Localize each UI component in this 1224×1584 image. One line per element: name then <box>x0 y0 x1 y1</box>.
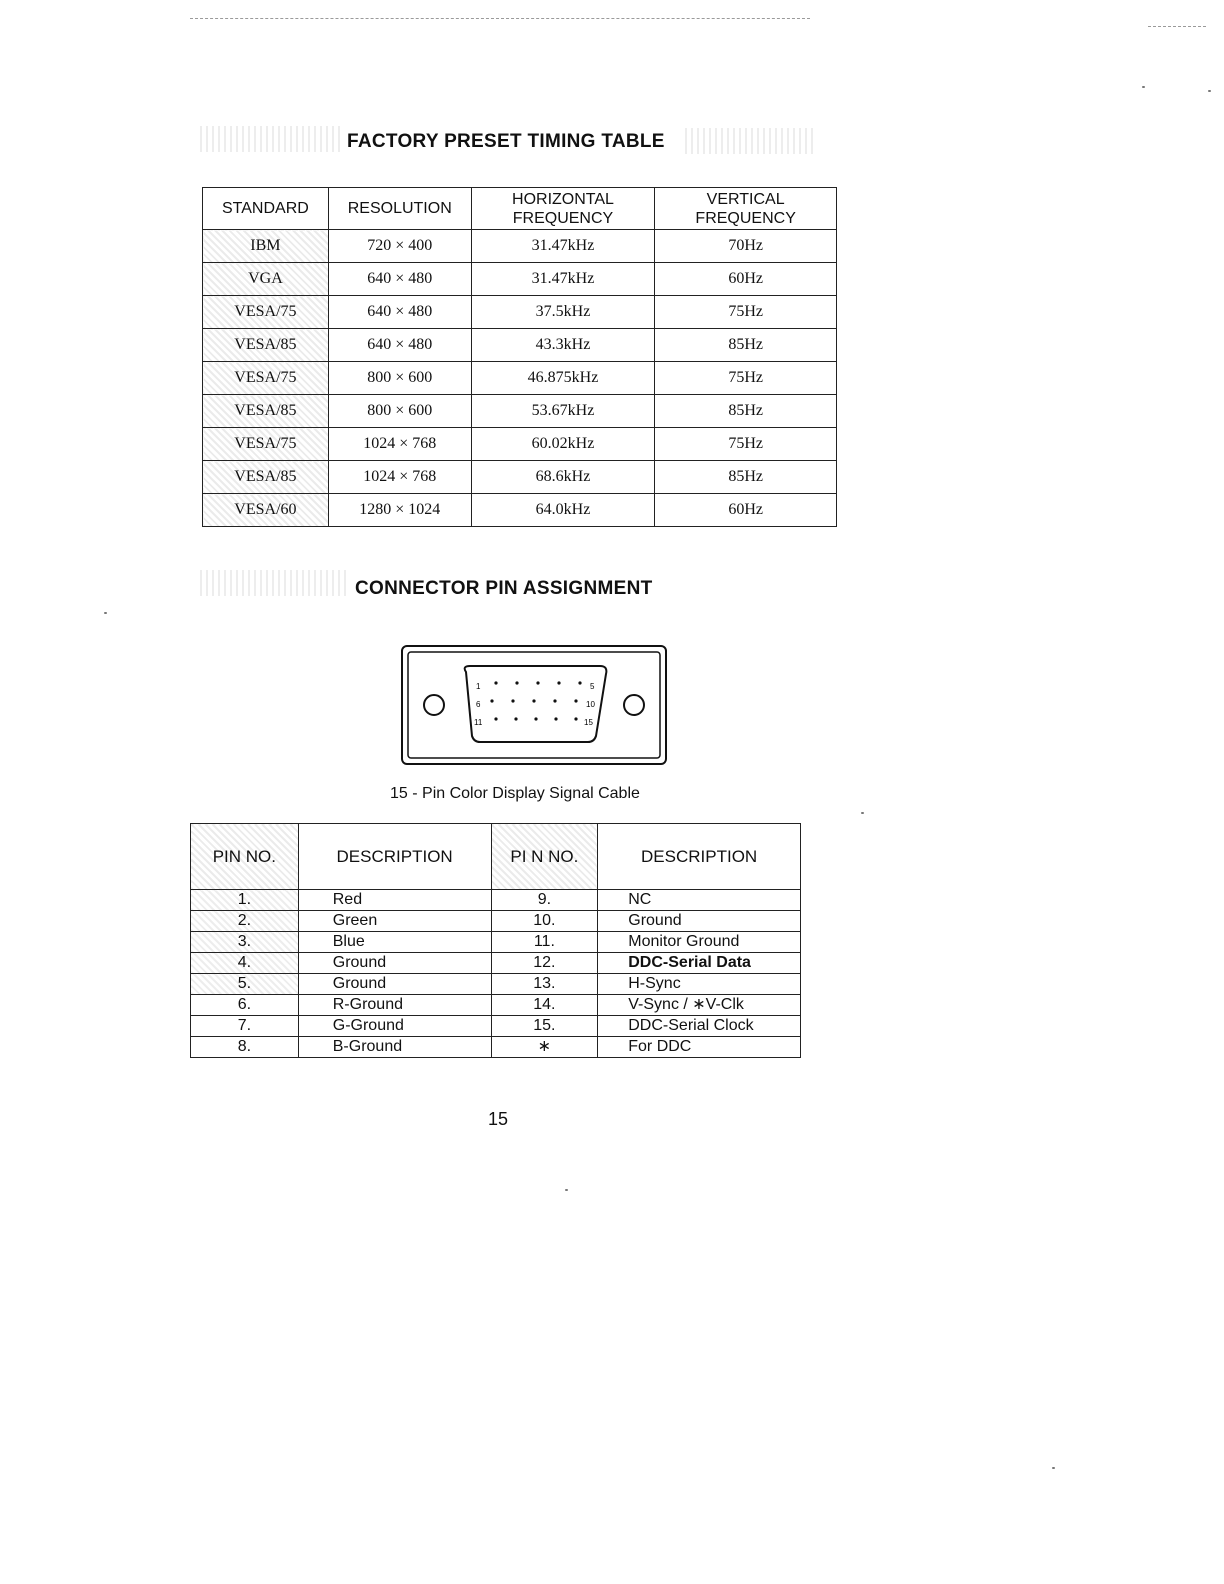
horizontal-cell: 53.67kHz <box>471 395 655 428</box>
pin-label-10: 10 <box>586 700 595 709</box>
title-scan-smudge <box>200 570 350 596</box>
header-horizontal-frequency <box>471 188 655 230</box>
scan-speck <box>565 1189 568 1191</box>
pin-number-left: 3. <box>191 932 299 953</box>
standard-cell: VESA/60 <box>203 494 329 527</box>
resolution-cell: 720 × 400 <box>328 230 471 263</box>
scan-speck <box>861 812 864 814</box>
pin-dot <box>574 699 577 702</box>
pin-number-right: 14. <box>491 995 598 1016</box>
header-pin-no-right: PI N NO. <box>491 824 598 890</box>
timing-table <box>202 187 837 527</box>
vertical-cell: 60Hz <box>655 494 837 527</box>
pin-number-left: 8. <box>191 1037 299 1058</box>
horizontal-cell: 37.5kHz <box>471 296 655 329</box>
scan-speck <box>1208 90 1211 92</box>
standard-cell: VESA/85 <box>203 461 329 494</box>
table-row <box>203 494 837 527</box>
right-mounting-hole <box>624 695 644 715</box>
pin-description-right: DDC-Serial Clock <box>598 1016 801 1037</box>
header-vertical-frequency <box>655 188 837 230</box>
header-vertical-line2: FREQUENCY <box>695 209 796 227</box>
pin-number-left: 1. <box>191 890 299 911</box>
horizontal-cell: 46.875kHz <box>471 362 655 395</box>
table-row <box>191 953 801 974</box>
connector-section-title: CONNECTOR PIN ASSIGNMENT <box>355 578 653 599</box>
pin-dot <box>534 717 537 720</box>
pin-dot <box>511 699 514 702</box>
pin-assignment-table <box>190 823 801 1058</box>
resolution-cell: 640 × 480 <box>328 263 471 296</box>
pin-dot <box>536 681 539 684</box>
pin-number-right: 15. <box>491 1016 598 1037</box>
table-row <box>203 329 837 362</box>
header-description-right: DESCRIPTION <box>598 824 801 890</box>
standard-cell: IBM <box>203 230 329 263</box>
pin-number-right: ∗ <box>491 1037 598 1058</box>
pin-label-5: 5 <box>590 682 595 691</box>
horizontal-cell: 68.6kHz <box>471 461 655 494</box>
pin-dot <box>557 681 560 684</box>
title-scan-smudge <box>685 128 815 154</box>
standard-cell: VESA/75 <box>203 428 329 461</box>
left-mounting-hole <box>424 695 444 715</box>
pin-dot <box>514 717 517 720</box>
pin-label-15: 15 <box>584 718 593 727</box>
table-row <box>203 362 837 395</box>
pin-dots <box>490 681 581 720</box>
horizontal-cell: 43.3kHz <box>471 329 655 362</box>
standard-cell: VGA <box>203 263 329 296</box>
resolution-cell: 1024 × 768 <box>328 461 471 494</box>
pin-dot <box>578 681 581 684</box>
vertical-cell: 75Hz <box>655 362 837 395</box>
vertical-cell: 75Hz <box>655 296 837 329</box>
vertical-cell: 85Hz <box>655 329 837 362</box>
resolution-cell: 1024 × 768 <box>328 428 471 461</box>
table-row <box>203 263 837 296</box>
vertical-cell: 60Hz <box>655 263 837 296</box>
resolution-cell: 640 × 480 <box>328 296 471 329</box>
pin-number-right: 12. <box>491 953 598 974</box>
pin-description-left: Red <box>298 890 491 911</box>
pin-description-left: B-Ground <box>298 1037 491 1058</box>
table-row <box>191 911 801 932</box>
scan-artifact-corner-line <box>1148 26 1206 27</box>
pin-description-left: Ground <box>298 953 491 974</box>
header-horizontal-line2: FREQUENCY <box>512 209 614 227</box>
table-row <box>203 230 837 263</box>
scan-artifact-top-line <box>190 18 810 19</box>
pin-dot <box>494 717 497 720</box>
title-scan-smudge <box>200 126 340 152</box>
pin-label-6: 6 <box>476 700 481 709</box>
resolution-cell: 1280 × 1024 <box>328 494 471 527</box>
table-row <box>203 428 837 461</box>
horizontal-cell: 31.47kHz <box>471 230 655 263</box>
pin-description-right: Monitor Ground <box>598 932 801 953</box>
table-row <box>203 461 837 494</box>
connector-outer-frame <box>402 646 666 764</box>
table-row <box>191 995 801 1016</box>
pin-label-11: 11 <box>474 718 483 727</box>
pin-description-right: DDC-Serial Data <box>598 953 801 974</box>
table-row <box>191 1016 801 1037</box>
scan-speck <box>1052 1467 1055 1469</box>
pin-number-left: 4. <box>191 953 299 974</box>
table-row <box>191 890 801 911</box>
vga-connector-diagram <box>400 644 670 768</box>
table-row <box>191 974 801 995</box>
table-row <box>203 395 837 428</box>
pin-description-left: Green <box>298 911 491 932</box>
pin-dot <box>515 681 518 684</box>
connector-caption: 15 - Pin Color Display Signal Cable <box>390 785 640 802</box>
standard-cell: VESA/75 <box>203 362 329 395</box>
pin-dot <box>490 699 493 702</box>
header-standard: STANDARD <box>203 188 329 230</box>
pin-number-right: 13. <box>491 974 598 995</box>
resolution-cell: 800 × 600 <box>328 362 471 395</box>
pin-number-left: 2. <box>191 911 299 932</box>
pin-dot <box>574 717 577 720</box>
pin-number-left: 7. <box>191 1016 299 1037</box>
pin-description-right: NC <box>598 890 801 911</box>
standard-cell: VESA/75 <box>203 296 329 329</box>
horizontal-cell: 64.0kHz <box>471 494 655 527</box>
table-row <box>203 296 837 329</box>
scan-speck <box>1142 86 1145 88</box>
pin-table-header-row <box>191 824 801 890</box>
resolution-cell: 640 × 480 <box>328 329 471 362</box>
horizontal-cell: 60.02kHz <box>471 428 655 461</box>
pin-description-right: For DDC <box>598 1037 801 1058</box>
header-pin-no-left: PIN NO. <box>191 824 299 890</box>
table-row <box>191 1037 801 1058</box>
vertical-cell: 85Hz <box>655 395 837 428</box>
pin-number-left: 6. <box>191 995 299 1016</box>
pin-description-left: G-Ground <box>298 1016 491 1037</box>
pin-description-left: Ground <box>298 974 491 995</box>
pin-label-1: 1 <box>476 682 481 691</box>
timing-table-header-row <box>203 188 837 230</box>
resolution-cell: 800 × 600 <box>328 395 471 428</box>
timing-table-title: FACTORY PRESET TIMING TABLE <box>347 131 665 152</box>
horizontal-cell: 31.47kHz <box>471 263 655 296</box>
vertical-cell: 70Hz <box>655 230 837 263</box>
pin-number-right: 9. <box>491 890 598 911</box>
vertical-cell: 85Hz <box>655 461 837 494</box>
pin-number-left: 5. <box>191 974 299 995</box>
header-horizontal-line1: HORIZONTAL <box>512 190 614 208</box>
pin-description-left: R-Ground <box>298 995 491 1016</box>
table-row <box>191 932 801 953</box>
scan-speck <box>104 612 107 614</box>
pin-description-left: Blue <box>298 932 491 953</box>
standard-cell: VESA/85 <box>203 395 329 428</box>
pin-dot <box>553 699 556 702</box>
pin-dot <box>554 717 557 720</box>
pin-dot <box>532 699 535 702</box>
pin-description-right: Ground <box>598 911 801 932</box>
pin-number-right: 10. <box>491 911 598 932</box>
header-vertical-line1: VERTICAL <box>706 190 785 208</box>
header-description-left: DESCRIPTION <box>298 824 491 890</box>
pin-dot <box>494 681 497 684</box>
pin-number-right: 11. <box>491 932 598 953</box>
header-resolution: RESOLUTION <box>328 188 471 230</box>
page-number: 15 <box>488 1109 509 1129</box>
pin-description-right: H-Sync <box>598 974 801 995</box>
pin-description-right: V-Sync / ∗V-Clk <box>598 995 801 1016</box>
vertical-cell: 75Hz <box>655 428 837 461</box>
standard-cell: VESA/85 <box>203 329 329 362</box>
